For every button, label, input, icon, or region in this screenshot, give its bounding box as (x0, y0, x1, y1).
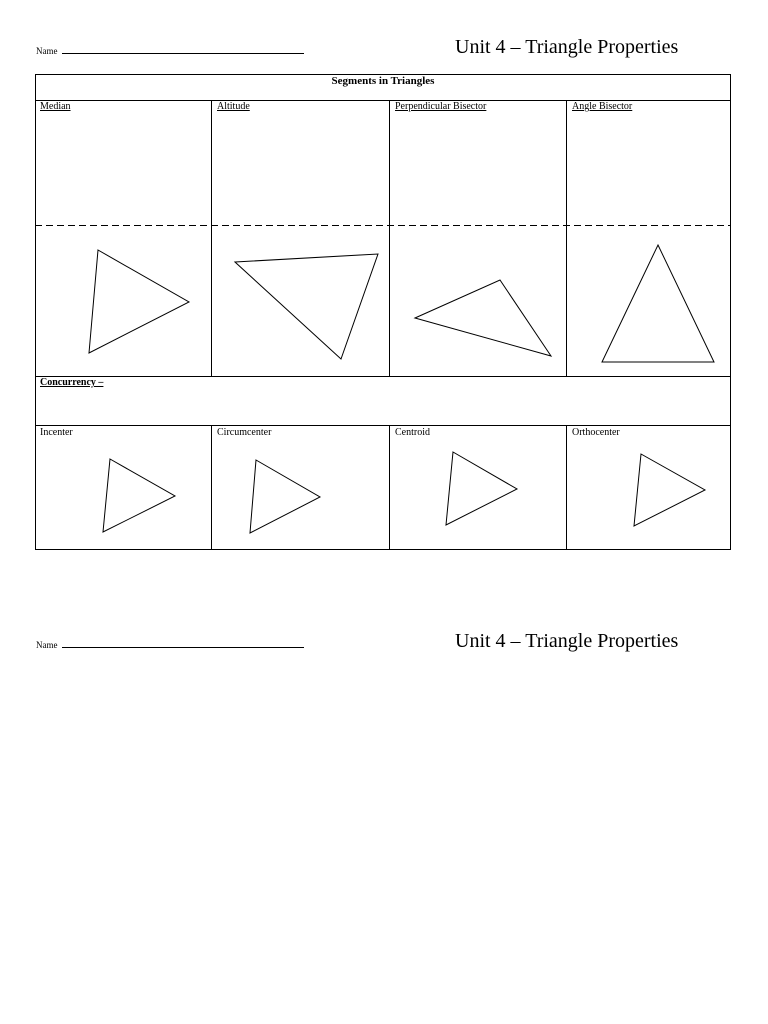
table-title: Segments in Triangles (331, 75, 435, 87)
page-title: Unit 4 – Triangle Properties (455, 630, 679, 652)
page-title: Unit 4 – Triangle Properties (455, 36, 679, 58)
circumcenter-label: Circumcenter (217, 427, 272, 438)
name-field[interactable] (36, 639, 304, 650)
altitude-triangle (235, 254, 378, 359)
orthocenter-label: Orthocenter (572, 427, 620, 438)
name-label: Name (36, 640, 58, 650)
median-triangle (89, 250, 189, 353)
circumcenter-triangle (250, 460, 320, 533)
incenter-label: Incenter (40, 427, 73, 438)
orthocenter-triangle (634, 454, 705, 526)
perpendicular-bisector-triangle (415, 280, 551, 356)
name-label: Name (36, 46, 58, 56)
name-blank-line[interactable] (62, 639, 304, 648)
concurrency-label: Concurrency – (40, 377, 104, 388)
centroid-label: Centroid (395, 427, 430, 438)
perpendicular-bisector-label: Perpendicular Bisector (395, 101, 487, 112)
angle-bisector-triangle (602, 245, 714, 362)
median-label: Median (40, 101, 71, 112)
centroid-triangle (446, 452, 517, 525)
incenter-triangle (103, 459, 175, 532)
altitude-label: Altitude (217, 101, 250, 112)
angle-bisector-label: Angle Bisector (572, 101, 633, 112)
